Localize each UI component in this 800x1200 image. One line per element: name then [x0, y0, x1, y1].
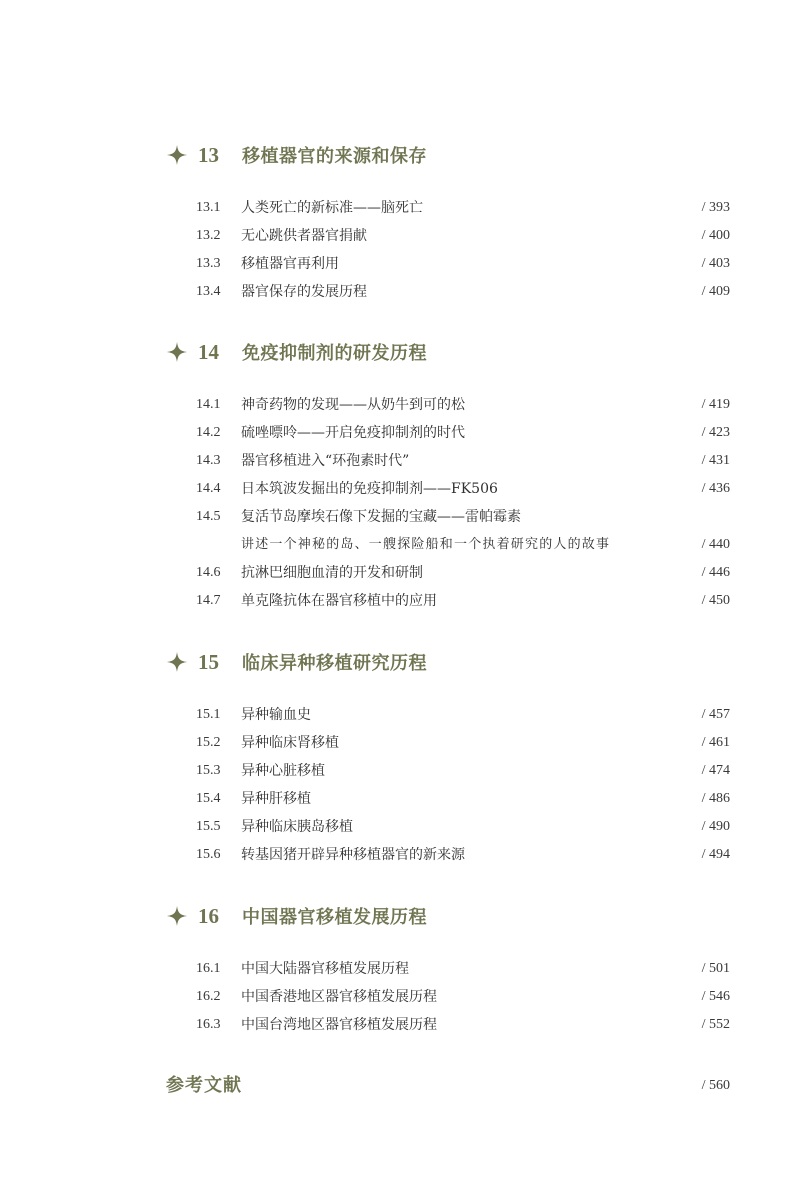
page-number: / 552: [701, 1017, 730, 1032]
chapter-heading: [166, 140, 427, 170]
toc-entry[interactable]: [196, 506, 730, 528]
page-number: / 490: [701, 819, 730, 834]
chapter-title: 中国器官移植发展历程: [242, 907, 427, 928]
section-title: 神奇药物的发现——从奶牛到可的松: [241, 397, 465, 413]
references-entry[interactable]: [166, 1072, 730, 1100]
page-number: / 446: [701, 565, 730, 580]
section-title: 转基因猪开辟异种移植器官的新来源: [241, 847, 465, 863]
section-number: 15.2: [196, 735, 221, 750]
page-number: / 494: [701, 847, 730, 862]
section-number: 14.7: [196, 593, 221, 608]
page-number: / 431: [701, 453, 730, 468]
section-title: 异种临床胰岛移植: [241, 819, 353, 835]
toc-entry[interactable]: [196, 590, 730, 612]
page-number: / 393: [701, 200, 730, 215]
page-number: / 403: [701, 256, 730, 271]
section-title: 中国大陆器官移植发展历程: [241, 961, 409, 977]
section-title: 单克隆抗体在器官移植中的应用: [241, 593, 437, 609]
toc-entry[interactable]: [196, 704, 730, 726]
section-number: 15.3: [196, 763, 221, 778]
page-number: / 423: [701, 425, 730, 440]
toc-entry[interactable]: [196, 197, 730, 219]
page-number: / 501: [701, 961, 730, 976]
toc-entry[interactable]: [196, 788, 730, 810]
toc-entry[interactable]: [196, 816, 730, 838]
toc-entry[interactable]: [196, 422, 730, 444]
section-title: 抗淋巴细胞血清的开发和研制: [241, 565, 423, 581]
section-number: 16.3: [196, 1017, 221, 1032]
page-number: / 419: [701, 397, 730, 412]
section-title: 异种临床肾移植: [241, 735, 339, 751]
section-title: 日本筑波发掘出的免疫抑制剂——FK506: [241, 481, 498, 497]
section-title: 器官移植进入“环孢素时代”: [241, 453, 410, 469]
section-title: 中国香港地区器官移植发展历程: [241, 989, 437, 1005]
page-number: / 461: [701, 735, 730, 750]
toc-entry[interactable]: [196, 225, 730, 247]
page-number: / 440: [701, 537, 730, 552]
page-number: / 457: [701, 707, 730, 722]
section-title: 移植器官再利用: [241, 256, 339, 272]
page-number: / 400: [701, 228, 730, 243]
toc-entry[interactable]: [196, 1014, 730, 1036]
section-number: 14.6: [196, 565, 221, 580]
chapter-number: 15: [198, 649, 219, 674]
toc-entry[interactable]: [196, 394, 730, 416]
section-number: 14.5: [196, 509, 221, 524]
section-title: 硫唑嘌呤——开启免疫抑制剂的时代: [241, 425, 465, 441]
page-number: / 486: [701, 791, 730, 806]
section-number: 13.1: [196, 200, 221, 215]
section-title: 人类死亡的新标准——脑死亡: [241, 200, 423, 216]
chapter-title: 免疫抑制剂的研发历程: [242, 343, 427, 364]
section-title: 中国台湾地区器官移植发展历程: [241, 1017, 437, 1033]
chapter-heading: [166, 901, 427, 931]
section-subtitle: 讲述一个神秘的岛、一艘探险船和一个执着研究的人的故事: [241, 537, 611, 552]
chapter-title: 临床异种移植研究历程: [242, 653, 427, 674]
section-number: 15.1: [196, 707, 221, 722]
four-point-star-icon: [166, 341, 188, 363]
chapter-number: 16: [198, 903, 219, 928]
toc-entry[interactable]: [196, 844, 730, 866]
page-number: / 546: [701, 989, 730, 1004]
four-point-star-icon: [166, 905, 188, 927]
section-number: 15.5: [196, 819, 221, 834]
chapter-heading: [166, 647, 427, 677]
chapter-number: 14: [198, 339, 219, 364]
chapter-title: 移植器官的来源和保存: [242, 146, 427, 167]
toc-entry[interactable]: [196, 562, 730, 584]
page-number: / 450: [701, 593, 730, 608]
four-point-star-icon: [166, 144, 188, 166]
section-title: 异种输血史: [241, 707, 311, 723]
chapter-number: 13: [198, 142, 219, 167]
toc-entry-subtitle[interactable]: [196, 534, 730, 556]
section-number: 13.3: [196, 256, 221, 271]
page-number: / 474: [701, 763, 730, 778]
toc-entry[interactable]: [196, 253, 730, 275]
toc-entry[interactable]: [196, 760, 730, 782]
toc-entry[interactable]: [196, 732, 730, 754]
toc-entry[interactable]: [196, 958, 730, 980]
section-title: 异种心脏移植: [241, 763, 325, 779]
section-number: 15.6: [196, 847, 221, 862]
section-title: 器官保存的发展历程: [241, 284, 367, 300]
section-number: 13.4: [196, 284, 221, 299]
section-number: 14.4: [196, 481, 221, 496]
section-number: 13.2: [196, 228, 221, 243]
section-number: 16.1: [196, 961, 221, 976]
toc-entry[interactable]: [196, 281, 730, 303]
section-title: 无心跳供者器官捐献: [241, 228, 367, 244]
references-title: 参考文献: [166, 1075, 242, 1096]
toc-entry[interactable]: [196, 450, 730, 472]
section-number: 14.1: [196, 397, 221, 412]
section-number: 14.3: [196, 453, 221, 468]
section-title: 异种肝移植: [241, 791, 311, 807]
section-number: 16.2: [196, 989, 221, 1004]
page-number: / 560: [701, 1078, 730, 1093]
chapter-heading: [166, 337, 427, 367]
toc-entry[interactable]: [196, 478, 730, 500]
section-title: 复活节岛摩埃石像下发掘的宝藏——雷帕霉素: [241, 509, 521, 525]
toc-entry[interactable]: [196, 986, 730, 1008]
four-point-star-icon: [166, 651, 188, 673]
section-number: 14.2: [196, 425, 221, 440]
page-number: / 436: [701, 481, 730, 496]
section-number: 15.4: [196, 791, 221, 806]
page-number: / 409: [701, 284, 730, 299]
